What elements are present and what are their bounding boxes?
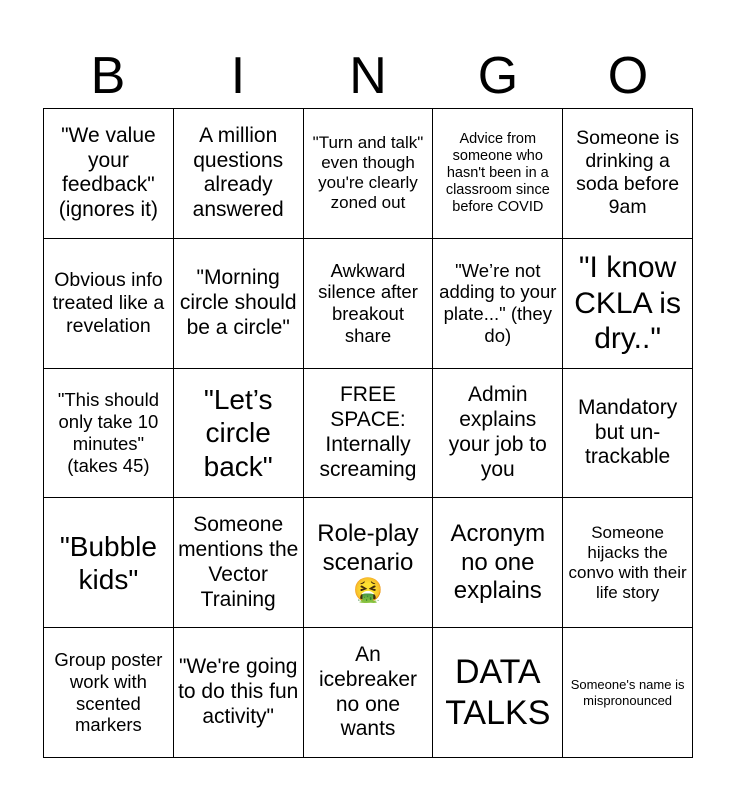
cell-text: A million questions already answered [192, 123, 284, 222]
header-letter-n: N [349, 47, 387, 105]
cell-text: FREE SPACE: Internally screaming [319, 383, 417, 481]
cell-text: "We’re not adding to your plate..." (they do) [439, 259, 557, 347]
cell-text: DATA TALKS [445, 653, 551, 732]
cell-text: Awkward silence after breakout share [318, 259, 418, 347]
bingo-cell[interactable] [563, 368, 693, 498]
cell-text: Someone hijacks the convo with their life story [568, 522, 687, 602]
board-row [44, 368, 693, 498]
cell-text: "Bubble kids" [59, 530, 157, 595]
bingo-board [43, 108, 693, 758]
cell-text: "This should only take 10 minutes" (takes 45) [57, 389, 159, 476]
board-row [44, 628, 693, 758]
bingo-cell[interactable] [173, 238, 303, 368]
cell-text: Admin explains your job to you [448, 383, 547, 481]
bingo-cell[interactable] [173, 368, 303, 498]
bingo-cell[interactable] [303, 498, 433, 628]
bingo-cell[interactable] [44, 109, 174, 239]
cell-text: "I know CKLA is dry.." [574, 251, 681, 355]
bingo-cell[interactable] [303, 628, 433, 758]
cell-text: Role-play scenario 🤮 [317, 520, 419, 604]
bingo-cell[interactable] [433, 109, 563, 239]
header-letter-b: B [90, 47, 126, 105]
cell-text: Acronym no one explains [450, 520, 546, 604]
cell-text: "We're going to do this fun activity" [178, 655, 299, 728]
cell-text: "Morning circle should be a circle" [179, 266, 297, 339]
board-row [44, 498, 693, 628]
bingo-cell[interactable] [433, 628, 563, 758]
bingo-cell[interactable] [433, 238, 563, 368]
bingo-cell[interactable] [44, 498, 174, 628]
cell-text: "We value your feedback" (ignores it) [58, 123, 158, 222]
board-row [44, 109, 693, 239]
cell-text: Mandatory but un-trackable [577, 395, 678, 469]
bingo-cell[interactable] [563, 238, 693, 368]
bingo-cell[interactable] [433, 498, 563, 628]
bingo-cell[interactable] [44, 368, 174, 498]
cell-text: Advice from someone who hasn't been in a classroom since before COVID [445, 130, 550, 216]
cell-text: "Turn and talk" even though you're clearly zoned out [312, 133, 424, 213]
cell-text: Someone's name is mispronounced [570, 677, 685, 708]
cell-text: Someone is drinking a soda before 9am [576, 127, 680, 219]
bingo-cell[interactable] [44, 628, 174, 758]
header-letter-o: O [607, 47, 649, 105]
bingo-cell[interactable] [563, 498, 693, 628]
free-space-cell[interactable] [303, 368, 433, 498]
cell-text: "Let’s circle back" [203, 384, 273, 482]
bingo-cell[interactable] [303, 238, 433, 368]
cell-text: Group poster work with scented markers [54, 648, 163, 736]
bingo-header [43, 48, 693, 104]
bingo-cell[interactable] [173, 628, 303, 758]
header-letter-g: G [477, 47, 519, 105]
bingo-cell[interactable] [433, 368, 563, 498]
cell-text: An icebreaker no one wants [318, 643, 418, 741]
bingo-cell[interactable] [44, 238, 174, 368]
bingo-cell[interactable] [563, 628, 693, 758]
header-letter-i: I [230, 47, 246, 105]
cell-text: Obvious info treated like a revelation [52, 268, 165, 337]
board-row [44, 238, 693, 368]
bingo-cell[interactable] [303, 109, 433, 239]
bingo-cell[interactable] [563, 109, 693, 239]
bingo-cell[interactable] [173, 109, 303, 239]
bingo-cell[interactable] [173, 498, 303, 628]
cell-text: Someone mentions the Vector Training [178, 513, 299, 611]
